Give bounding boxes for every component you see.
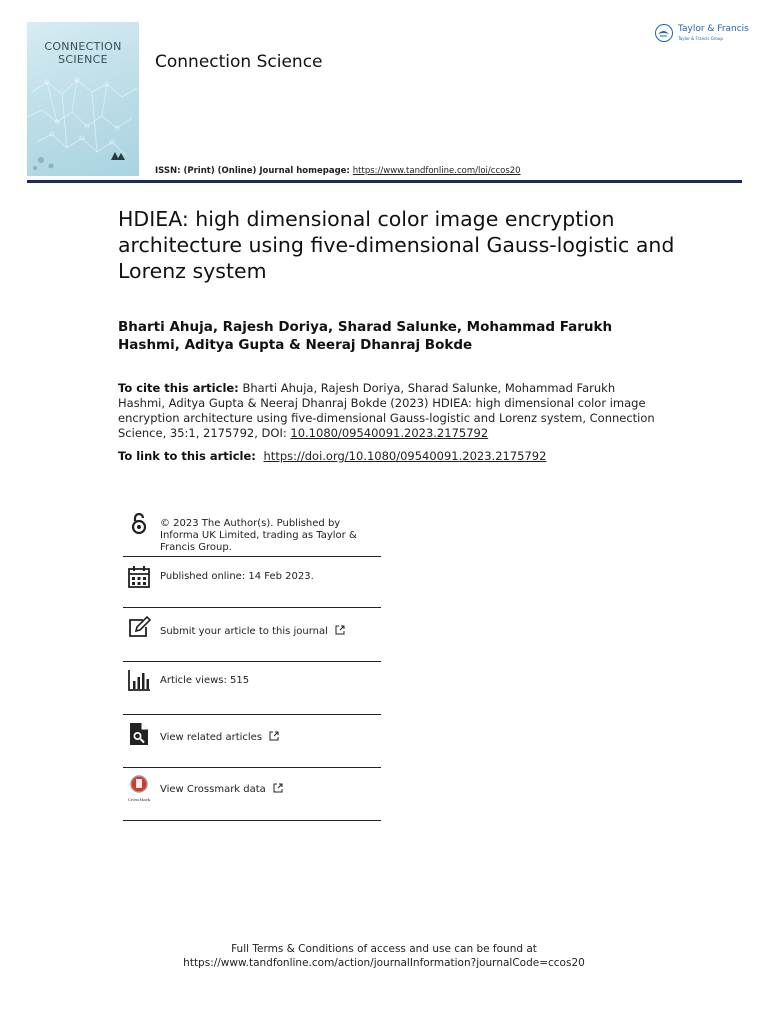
- taylor-francis-logo-icon: [655, 24, 673, 42]
- article-views: Article views: 515: [160, 675, 250, 686]
- article-authors: Bharti Ahuja, Rajesh Doriya, Sharad Salunke, Mohammad Farukh Hashmi, Aditya Gupta & Neeraj Dhanraj Bokde: [118, 319, 613, 353]
- submit-article-label: Submit your article to this journal: [160, 626, 328, 637]
- view-crossmark-label: View Crossmark data: [160, 784, 266, 795]
- calendar-icon: [127, 565, 151, 589]
- article-doi-link[interactable]: https://doi.org/10.1080/09540091.2023.2175792: [263, 449, 547, 463]
- views-row: [123, 662, 381, 715]
- cover-title: [27, 40, 139, 66]
- related-row[interactable]: [123, 715, 381, 768]
- open-access-row: [123, 510, 381, 557]
- cite-text: Bharti Ahuja, Rajesh Doriya, Sharad Salunke, Mohammad Farukh Hashmi, Aditya Gupta & Neeraj Dhanraj Bokde (2023) HDIEA: high dimensional color image encryption architecture using five-dimensional Gauss-logistic and Lorenz system, Connection Science, 35:1, 2175792, DOI:: [118, 381, 655, 440]
- external-link-icon: [269, 731, 279, 741]
- cite-label: To cite this article:: [118, 381, 239, 395]
- issn-text: ISSN: (Print) (Online) Journal homepage:: [155, 166, 353, 176]
- document-search-icon: [127, 722, 151, 746]
- open-access-icon: [127, 512, 151, 536]
- footer-terms-link[interactable]: https://www.tandfonline.com/action/journalInformation?journalCode=ccos20: [183, 957, 585, 969]
- footer-terms: [0, 942, 768, 970]
- journal-cover-image: [27, 22, 139, 176]
- published-row: [123, 557, 381, 608]
- footer-line1: Full Terms & Conditions of access and use can be found at: [231, 943, 537, 955]
- link-label: To link to this article:: [118, 449, 260, 463]
- journal-homepage-link[interactable]: https://www.tandfonline.com/loi/ccos20: [352, 166, 521, 176]
- citation-block: [118, 381, 658, 441]
- submit-row[interactable]: [123, 608, 381, 662]
- external-link-icon: [273, 783, 283, 793]
- bar-chart-icon: [127, 668, 151, 692]
- crossmark-icon: [127, 775, 151, 799]
- publisher-sub: Taylor & Francis Group: [678, 36, 723, 41]
- article-title: HDIEA: high dimensional color image encryption architecture using five-dimensional Gauss-logistic and Lorenz system: [118, 207, 675, 283]
- published-date: Published online: 14 Feb 2023.: [160, 571, 314, 582]
- issn-line: [155, 166, 521, 176]
- submit-article-link[interactable]: [160, 625, 382, 638]
- crossmark-row[interactable]: [123, 768, 381, 821]
- crossmark-badge: CrossMark: [127, 797, 151, 802]
- external-link-icon: [335, 625, 345, 635]
- view-related-label: View related articles: [160, 732, 263, 743]
- cover-title-line1: CONNECTION: [44, 40, 122, 53]
- view-related-link[interactable]: [160, 731, 382, 744]
- open-access-text: © 2023 The Author(s). Published by Informa UK Limited, trading as Taylor & Francis Group.: [160, 518, 357, 553]
- journal-name: Connection Science: [155, 52, 323, 72]
- publisher-logo[interactable]: [655, 22, 750, 46]
- edit-icon: [127, 616, 151, 640]
- cite-doi-link[interactable]: 10.1080/09540091.2023.2175792: [290, 426, 489, 440]
- view-crossmark-link[interactable]: [160, 783, 382, 796]
- header-divider: [27, 180, 742, 183]
- cover-title-line2: SCIENCE: [58, 53, 108, 66]
- publisher-name: Taylor & Francis: [678, 24, 749, 34]
- article-link-block: [118, 449, 678, 464]
